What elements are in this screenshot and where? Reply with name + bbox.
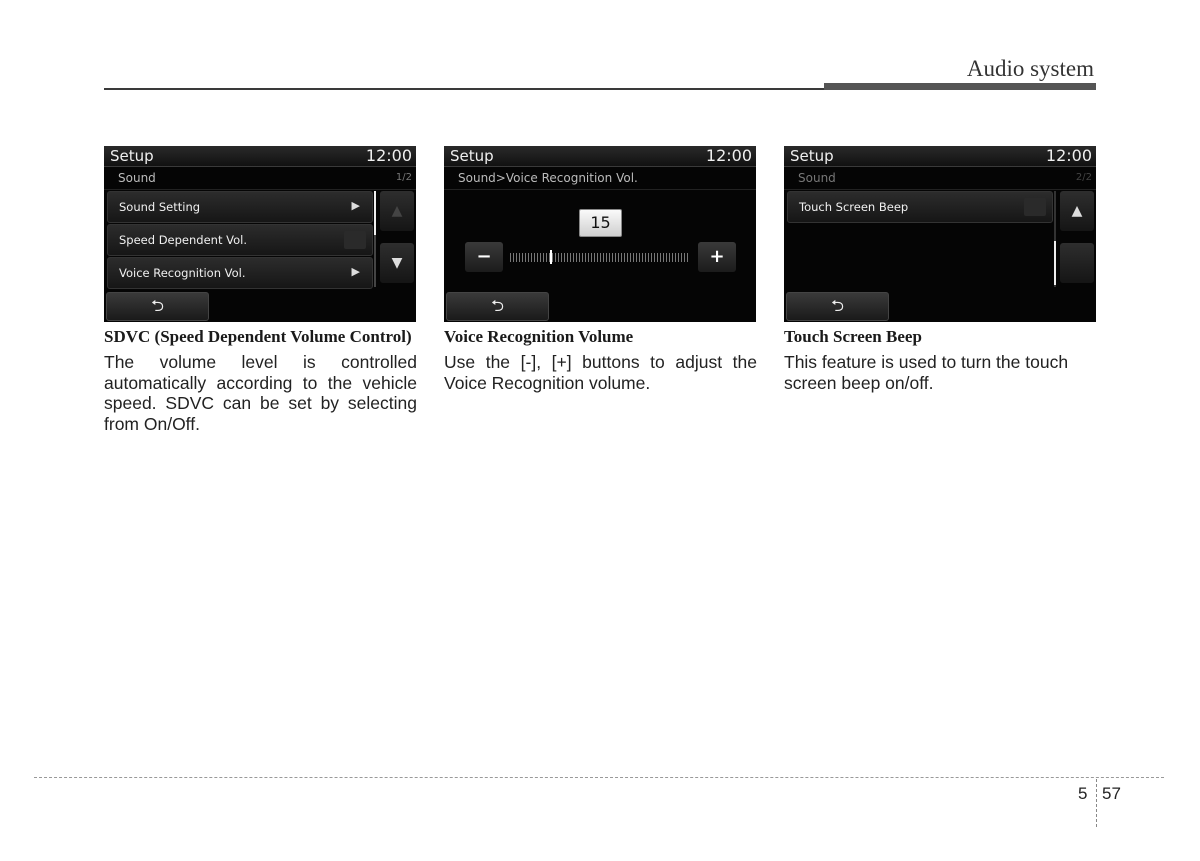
screen-voice-recognition-vol	[444, 146, 756, 322]
toggle-indicator	[344, 231, 366, 249]
volume-minus-button[interactable]: −	[465, 242, 503, 272]
section-title: Audio system	[966, 56, 1094, 81]
screen-title: Setup	[450, 147, 494, 165]
screen-titlebar	[444, 146, 756, 167]
screen-titlebar	[784, 146, 1096, 167]
arrow-right-icon: ▶	[351, 265, 360, 278]
screen-title: Setup	[110, 147, 154, 165]
scroll-up-button[interactable]: ▲	[1060, 191, 1094, 231]
page-indicator: 1/2	[395, 172, 412, 183]
toggle-indicator	[1024, 198, 1046, 216]
menu-item-label: Voice Recognition Vol.	[119, 266, 246, 280]
back-button[interactable]: ⮌	[106, 292, 209, 321]
screen-subtitle-bar	[104, 167, 416, 190]
footer-rule	[34, 777, 1164, 778]
volume-slider-marker[interactable]	[550, 250, 552, 264]
scroll-down-button[interactable]	[1060, 243, 1094, 283]
page-indicator: 2/2	[1075, 172, 1092, 183]
screen-subtitle-bar	[784, 167, 1096, 190]
screen-title: Setup	[790, 147, 834, 165]
volume-value: 15	[579, 209, 622, 237]
description-touch-screen-beep	[784, 327, 1097, 393]
header-rule-accent	[824, 83, 1096, 90]
menu-item-sound-setting[interactable]	[107, 191, 373, 223]
volume-slider-track[interactable]	[510, 253, 690, 262]
description-body: Use the [-], [+] buttons to adjust the Voice Recognition volume.	[444, 352, 757, 393]
back-button[interactable]: ⮌	[446, 292, 549, 321]
scrollbar-thumb[interactable]	[1054, 241, 1056, 285]
menu-item-label: Touch Screen Beep	[799, 200, 909, 214]
screen-sound-menu	[104, 146, 416, 322]
screen-clock: 12:00	[365, 146, 412, 165]
scroll-up-button[interactable]: ▲	[380, 191, 414, 231]
description-heading: SDVC (Speed Dependent Volume Control)	[104, 327, 412, 346]
description-body: This feature is used to turn the touch screen beep on/off.	[784, 352, 1069, 393]
arrow-right-icon: ▶	[351, 199, 360, 212]
page-number: 57	[1102, 784, 1121, 803]
screen-clock: 12:00	[705, 146, 752, 165]
screen-sound-menu-page2	[784, 146, 1096, 322]
description-heading: Touch Screen Beep	[784, 327, 922, 346]
scrollbar-thumb[interactable]	[374, 191, 376, 235]
menu-item-label: Speed Dependent Vol.	[119, 233, 247, 247]
footer-divider	[1096, 779, 1097, 827]
description-voice-recognition-volume	[444, 327, 757, 393]
menu-item-touch-screen-beep[interactable]	[787, 191, 1053, 223]
back-button[interactable]: ⮌	[786, 292, 889, 321]
description-sdvc	[104, 327, 417, 434]
chapter-number: 5	[1078, 784, 1088, 803]
screen-subtitle: Sound	[798, 171, 836, 185]
screen-clock: 12:00	[1045, 146, 1092, 165]
description-heading: Voice Recognition Volume	[444, 327, 634, 346]
description-body: The volume level is controlled automatically according to the vehicle speed. SDVC can be set by selecting from On/Off.	[104, 352, 417, 434]
screen-titlebar	[104, 146, 416, 167]
menu-item-speed-dependent-vol[interactable]	[107, 224, 373, 256]
menu-item-voice-recognition-vol[interactable]	[107, 257, 373, 289]
header-rule	[104, 88, 824, 90]
menu-item-label: Sound Setting	[119, 200, 201, 214]
screen-subtitle: Sound>Voice Recognition Vol.	[458, 171, 638, 185]
screen-subtitle-bar	[444, 167, 756, 190]
volume-plus-button[interactable]: +	[698, 242, 736, 272]
screen-subtitle: Sound	[118, 171, 156, 185]
scroll-down-button[interactable]: ▼	[380, 243, 414, 283]
